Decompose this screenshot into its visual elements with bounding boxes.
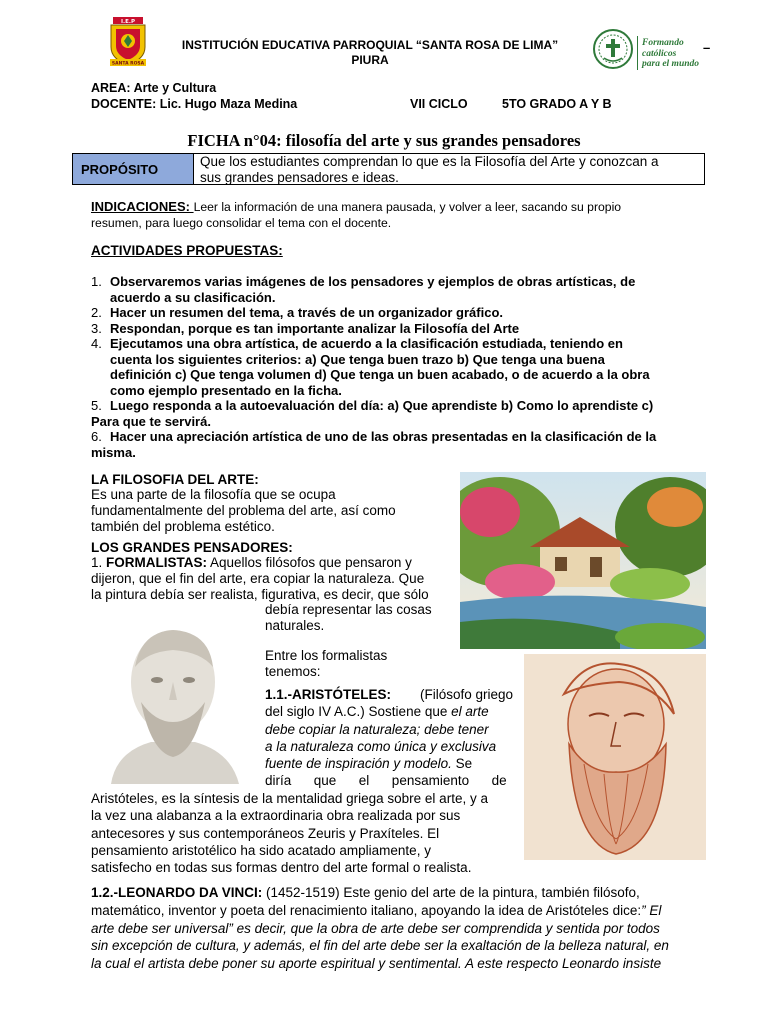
activity-line bbox=[91, 290, 711, 306]
activity-item bbox=[91, 305, 711, 321]
formalistas-short-line: naturales. bbox=[265, 618, 325, 633]
filosofia-text bbox=[91, 487, 461, 534]
entre-line: tenemos: bbox=[265, 664, 321, 679]
activity-number: 2. bbox=[91, 305, 102, 320]
activity-line bbox=[91, 336, 711, 352]
logo-bottom-text: SANTA ROSA bbox=[111, 61, 145, 67]
activity-line bbox=[91, 398, 711, 414]
activity-line bbox=[91, 305, 711, 321]
entre-line: Entre los formalistas bbox=[265, 648, 388, 663]
aristoteles-l4: a la naturaleza como única y exclusiva bbox=[265, 738, 497, 754]
activity-item bbox=[91, 429, 711, 460]
proposito-line2: sus grandes pensadores e ideas. bbox=[200, 169, 399, 185]
leonardo-portrait-image bbox=[524, 654, 706, 860]
activity-line bbox=[91, 414, 711, 430]
activity-item bbox=[91, 274, 711, 305]
activity-text: Respondan, porque es tan importante analizar la Filosofía del Arte bbox=[110, 320, 520, 336]
activity-item bbox=[91, 321, 711, 337]
activity-text: Luego responda a la autoevaluación del día: a) Que aprendiste b) Como lo aprendiste c) bbox=[110, 398, 654, 413]
aristoteles-line: la vez una alabanza a la extraordinaria obra realizada por sus bbox=[91, 808, 461, 824]
formalistas-line: dijeron, que el fin del arte, era copiar la naturaleza. Que bbox=[91, 571, 425, 586]
school-name-line2: PIURA bbox=[351, 53, 389, 67]
leonardo-text bbox=[91, 884, 708, 973]
aristoteles-line: Aristóteles, es la síntesis de la mentalidad griega sobre el arte, y a bbox=[91, 791, 488, 806]
activity-line bbox=[91, 321, 711, 337]
school-name bbox=[160, 38, 580, 68]
entre-formalistas bbox=[265, 648, 387, 680]
formalistas-label: FORMALISTAS: bbox=[106, 555, 208, 570]
activity-number: 5. bbox=[91, 398, 102, 413]
leonardo-l2: matemático, inventor y poeta del renacimiento italiano, apoyando la idea de Aristóteles dice: bbox=[91, 902, 642, 918]
leonardo-label: 1.2.-LEONARDO DA VINCI: bbox=[91, 885, 263, 900]
activity-item bbox=[91, 398, 711, 429]
formalistas-short bbox=[265, 602, 432, 634]
pensadores-heading: LOS GRANDES PENSADORES: bbox=[91, 540, 293, 555]
aristoteles-l5: fuente de inspiración y modelo. bbox=[265, 756, 452, 772]
motto-line1: Formando bbox=[642, 38, 684, 48]
activity-line bbox=[91, 383, 711, 399]
activity-text: cuenta los siguientes criterios: a) Que tenga buen trazo b) Que tenga una buena bbox=[110, 351, 605, 367]
header-dash: – bbox=[703, 40, 711, 55]
proposito-label: PROPÓSITO bbox=[73, 154, 194, 184]
activity-number: 1. bbox=[91, 274, 102, 289]
landscape-painting-image bbox=[460, 472, 706, 649]
leonardo-it-line: sin excepción de cultura, y además, el fin del arte debe ser la exaltación de la belleza natural, en bbox=[91, 938, 669, 954]
filosofia-line: Es una parte de la filosofía que se ocupa bbox=[91, 487, 336, 502]
activity-line bbox=[91, 352, 711, 368]
proposito-text bbox=[200, 154, 700, 185]
activity-text: Hacer una apreciación artística de uno de las obras presentadas en la clasificación de la bbox=[110, 429, 657, 444]
activity-text: Observaremos varias imágenes de los pensadores y ejemplos de obras artísticas, de bbox=[110, 274, 636, 289]
catholic-seal-logo bbox=[592, 28, 634, 70]
aristoteles-l2: del siglo IV A.C.) Sostiene que bbox=[265, 704, 452, 720]
proposito-box bbox=[72, 153, 705, 185]
activity-text: acuerdo a su clasificación. bbox=[110, 289, 276, 305]
school-shield-logo bbox=[107, 17, 149, 67]
ciclo-label: VII CICLO bbox=[410, 97, 468, 111]
motto-line3: para el mundo bbox=[642, 59, 700, 69]
logo-top-text: I.E.P bbox=[120, 19, 136, 25]
activity-text: definición c) Que tenga volumen d) Que tenga un buen acabado, o de acuerdo a la obra bbox=[110, 367, 650, 382]
docente-label: DOCENTE: Lic. Hugo Maza Medina bbox=[91, 97, 298, 111]
proposito-line1: Que los estudiantes comprendan lo que es la Filosofía del Arte y conozcan a bbox=[200, 154, 659, 169]
grado-label: 5TO GRADO A Y B bbox=[502, 97, 612, 111]
activity-number: 3. bbox=[91, 320, 102, 336]
indicaciones-line2: resumen, para luego consolidar el tema con el docente. bbox=[91, 215, 392, 230]
leonardo-l2-it: ” El bbox=[641, 902, 662, 918]
activity-text: Hacer un resumen del tema, a través de un organizador gráfico. bbox=[110, 305, 504, 320]
activity-line bbox=[91, 445, 711, 461]
formalistas-line1: Aquellos filósofos que pensaron y bbox=[207, 555, 412, 570]
aristotle-bust-image bbox=[91, 612, 255, 784]
activity-number: 6. bbox=[91, 429, 102, 444]
indicaciones-label: INDICACIONES: bbox=[91, 199, 194, 214]
motto bbox=[642, 38, 704, 70]
aristoteles-label: 1.1.-ARISTÓTELES: bbox=[265, 687, 392, 702]
aristoteles-l3: debe copiar la naturaleza; debe tener bbox=[265, 721, 489, 737]
school-name-line1: INSTITUCIÓN EDUCATIVA PARROQUIAL “SANTA ROSA DE LIMA” bbox=[181, 38, 559, 52]
activity-line bbox=[91, 429, 711, 445]
indicaciones-line1: Leer la información de una manera pausada, y volver a leer, sacando su propio bbox=[193, 200, 622, 214]
leonardo-l1: (1452-1519) Este genio del arte de la pintura, también filósofo, bbox=[262, 885, 640, 900]
area-label: AREA: Arte y Cultura bbox=[91, 81, 217, 95]
activity-text: Para que te servirá. bbox=[91, 413, 211, 429]
motto-line2: católicos bbox=[642, 48, 677, 59]
activity-number: 4. bbox=[91, 336, 102, 351]
filosofia-line: fundamentalmente del problema del arte, así como bbox=[91, 502, 396, 518]
actividades-list bbox=[91, 274, 711, 460]
leonardo-it-line: arte debe ser universal” es decir, que la obra de arte debe ser comprendida y sentida por todos bbox=[91, 920, 660, 936]
formalistas-num: 1. bbox=[91, 555, 107, 570]
aristoteles-l2-it: el arte bbox=[451, 704, 489, 720]
aristoteles-l1: (Filósofo griego bbox=[419, 687, 513, 702]
filosofia-heading: LA FILOSOFIA DEL ARTE: bbox=[91, 472, 259, 487]
activity-line bbox=[91, 367, 711, 383]
activity-text: misma. bbox=[91, 444, 136, 460]
aristoteles-l5-plain: Se bbox=[451, 756, 473, 772]
activity-text: como ejemplo presentado en la ficha. bbox=[110, 382, 342, 398]
aristoteles-line: satisfecho en todas sus formas dentro del arte formal o realista. bbox=[91, 860, 472, 876]
activity-line bbox=[91, 274, 711, 290]
activity-item bbox=[91, 336, 711, 398]
formalistas-short-line: debía representar las cosas bbox=[265, 602, 432, 617]
aristoteles-l6: diría que el pensamiento de bbox=[265, 773, 507, 789]
formalistas-text bbox=[91, 555, 451, 603]
aristoteles-line: pensamiento aristotélico ha sido acatado ampliamente, y bbox=[91, 842, 431, 858]
filosofia-line: también del problema estético. bbox=[91, 518, 275, 534]
aristoteles-line: antecesores y sus contemporáneos Zeuris y Praxíteles. El bbox=[91, 825, 440, 841]
actividades-heading: ACTIVIDADES PROPUESTAS: bbox=[91, 243, 283, 258]
logo-divider bbox=[637, 36, 638, 70]
page-title: FICHA n°04: filosofía del arte y sus grandes pensadores bbox=[187, 131, 581, 150]
indicaciones bbox=[91, 199, 711, 231]
leonardo-it-line: la cual el artista debe poner su aporte espiritual y sentimental. A este respecto Leonardo insiste bbox=[91, 956, 662, 972]
formalistas-line: la pintura debía ser realista, figurativa, es decir, que sólo bbox=[91, 587, 429, 602]
aristoteles-intro bbox=[265, 686, 513, 790]
activity-text: Ejecutamos una obra artística, de acuerdo a la clasificación estudiada, teniendo en bbox=[110, 336, 623, 351]
aristoteles-body bbox=[91, 790, 513, 876]
